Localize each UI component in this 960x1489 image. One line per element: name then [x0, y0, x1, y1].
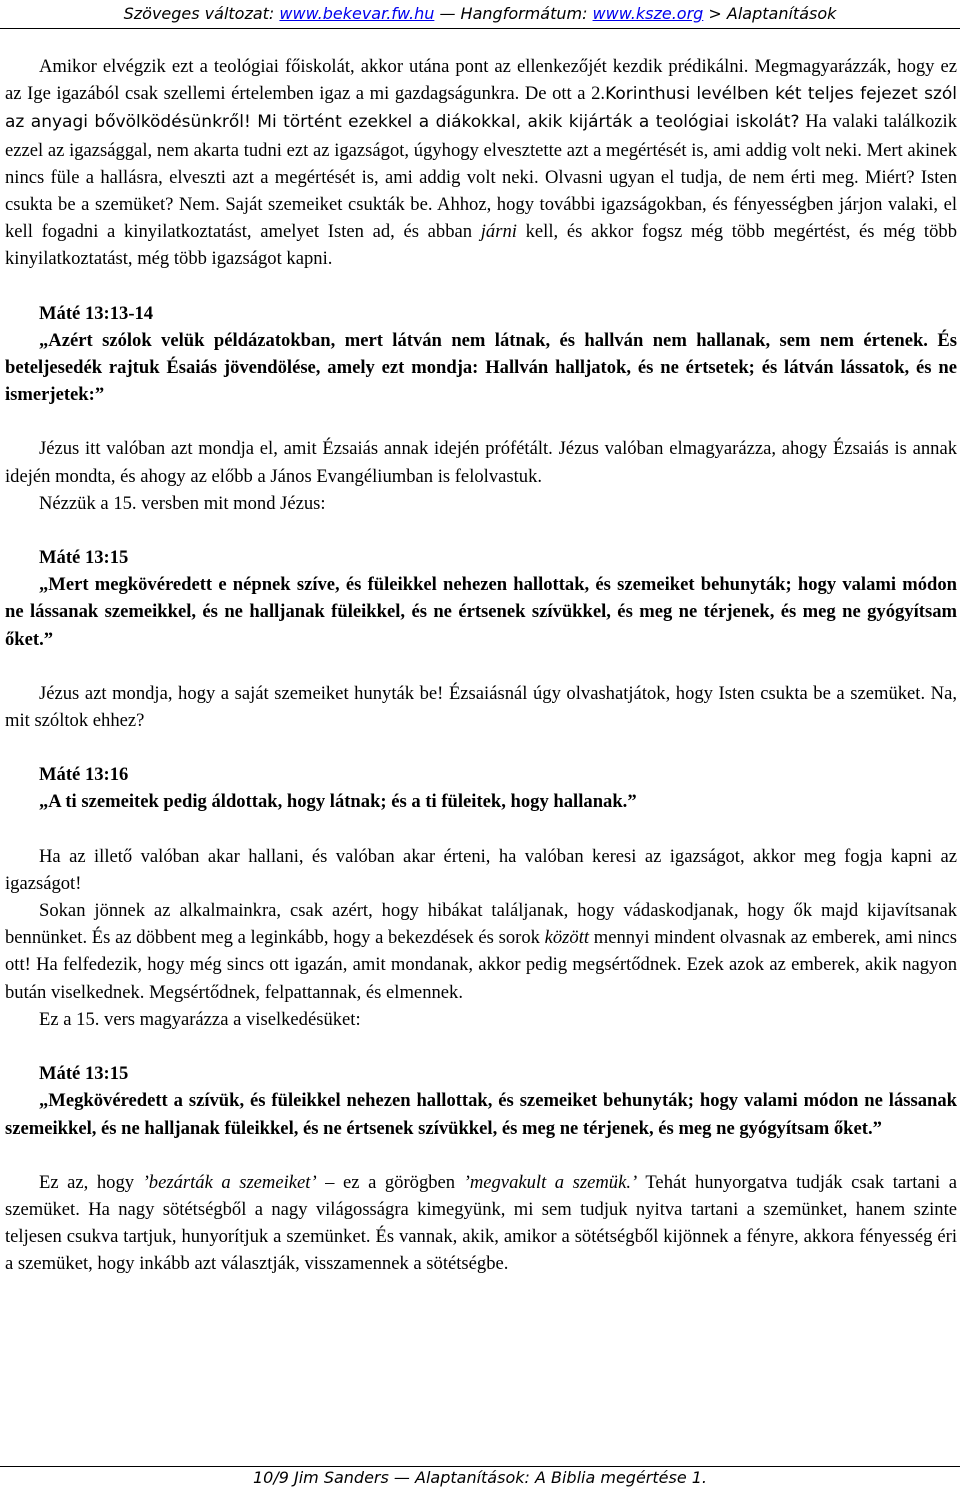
header-prefix: Szöveges változat: — [123, 4, 280, 23]
bible-reference-3: Máté 13:16 — [39, 764, 129, 786]
page-header — [0, 0, 960, 30]
document-body — [5, 53, 957, 1278]
paragraph-6: Sokan jönnek az alkalmainkra, csak azért, hogy hibákat találjanak, hogy vádaskodjanak, hogy ők majd kijavítsanak bennünket. És az döbbent meg a leginkább, hogy a bekezdések és sorok között mennyi mindent olvasnak az emberek, ami nincs ott! Ha felfedezik, hogy még sincs ott igazán, amit mondanak, akkor pedig megsértődnek. Ezek azok az emberek, akik nagyon bután viselkednek. Megsértődnek, felpattannak, és elmennek. — [5, 900, 957, 1003]
paragraph-1: Amikor elvégzik ezt a teológiai főiskolát, akkor utána pont az ellenkezőjét kezdik prédikálni. Megmagyarázzák, hogy ez az Ige igazából csak szellemi értelemben igaz a mi gazdagságunkra. De ott a 2.Korinthusi levélben két teljes fejezet szól az anyagi bővölködésünkről! Mi történt ezekkel a diákokkal, akik kijárták a teológiai iskolát? Ha valaki találkozik ezzel az igazsággal, nem akarta tudni ezt az igazságot, úgyhogy elvesztette azt a megértését is, ami addig volt neki. Mert akinek nincs füle a hallásra, elveszti azt a megértését is, ami addig volt neki. Olvasni ugyan el tudja, de nem érti meg. Miért? Isten csukta be a szemüket? Nem. Saját szemeiket csukták be. Ahhoz, hogy további igazságokban, és fényességben járjon valaki, el kell fogadni a kinyilatkoztatást, amelyet Isten ad, és abban járni kell, és akkor fogsz még több megértést, és még több kinyilatkoztatást, még több igazságot kapni. — [5, 56, 957, 270]
paragraph-2: Jézus itt valóban azt mondja el, amit Ézsaiás annak idején prófétált. Jézus valóban elmagyarázza, ahogy Ézsaiás is annak idején mondta, és ahogy az előbb a János Evangéliumban is felolvastuk. — [5, 438, 957, 487]
bible-quote-2: „Mert megkövéredett e népnek szíve, és füleikkel nehezen hallottak, és szemeiket behunyták; hogy valami módon ne lássanak szemeikkel, és ne halljanak füleikkel, és ne értsenek szívükkel, és meg ne térjenek, és meg ne gyógyítsam őket.” — [5, 574, 957, 650]
bible-reference-4: Máté 13:15 — [39, 1063, 129, 1085]
link-bekevar[interactable]: www.bekevar.fw.hu — [279, 4, 435, 23]
header-divider — [0, 28, 960, 29]
page-footer: 10/9 Jim Sanders — Alaptanítások: A Biblia megértése 1. — [252, 1468, 708, 1487]
header-suffix: > Alaptanítások — [703, 4, 837, 23]
paragraph-7: Ez a 15. vers magyarázza a viselkedésüket: — [39, 1008, 361, 1030]
bible-reference-1: Máté 13:13-14 — [39, 302, 154, 324]
bible-quote-4: „Megkövéredett a szívük, és füleikkel nehezen hallottak, és szemeiket behunyták; hogy valami módon ne lássanak szemeikkel, és ne halljanak füleikkel, és ne értsenek szívükkel, és meg ne térjenek, és meg ne gyógyítsam őket.” — [5, 1090, 957, 1139]
paragraph-4: Jézus azt mondja, hogy a saját szemeiket hunyták be! Ézsaiásnál úgy olvashatjátok, hogy Isten csukta be a szemüket. Na, mit szóltok ehhez? — [5, 682, 957, 732]
paragraph-8: Ez az, hogy ’bezárták a szemeiket’ – ez a görögben ’megvakult a szemük.’ Tehát hunyorgatva tudják csak tartani a szemüket. Ha nagy sötétségből a nagy világosságra kimegyünk, mi sem tudjuk nyitva tartani a szemünket, hanem szinte teljesen csukva tartjuk, hunyorítjuk a szemünket. És vannak, akik, amikor a sötétségből kijönnek a fényre, akkora fényesség éri a szemüket, hogy inkább azt választják, visszamennek a sötétségbe. — [5, 1171, 957, 1275]
link-ksze[interactable]: www.ksze.org — [592, 4, 704, 23]
paragraph-3: Nézzük a 15. versben mit mond Jézus: — [39, 492, 326, 514]
bible-reference-2: Máté 13:15 — [39, 547, 129, 569]
header-middle: — Hangformátum: — [434, 4, 593, 23]
bible-quote-3: „A ti szemeitek pedig áldottak, hogy látnak; és a ti füleitek, hogy hallanak.” — [39, 791, 637, 813]
bible-quote-1: „Azért szólok velük példázatokban, mert látván nem látnak, és hallván nem hallanak, sem nem értenek. És beteljesedék rajtuk Ésaiás jövendölése, amely ezt mondja: Hallván halljatok, és ne értsetek; és látván lássatok, és ne ismerjetek:” — [5, 329, 957, 406]
paragraph-5: Ha az illető valóban akar hallani, és valóban akar érteni, ha valóban keresi az igazságot, akkor meg fogja kapni az igazságot! — [5, 845, 957, 894]
